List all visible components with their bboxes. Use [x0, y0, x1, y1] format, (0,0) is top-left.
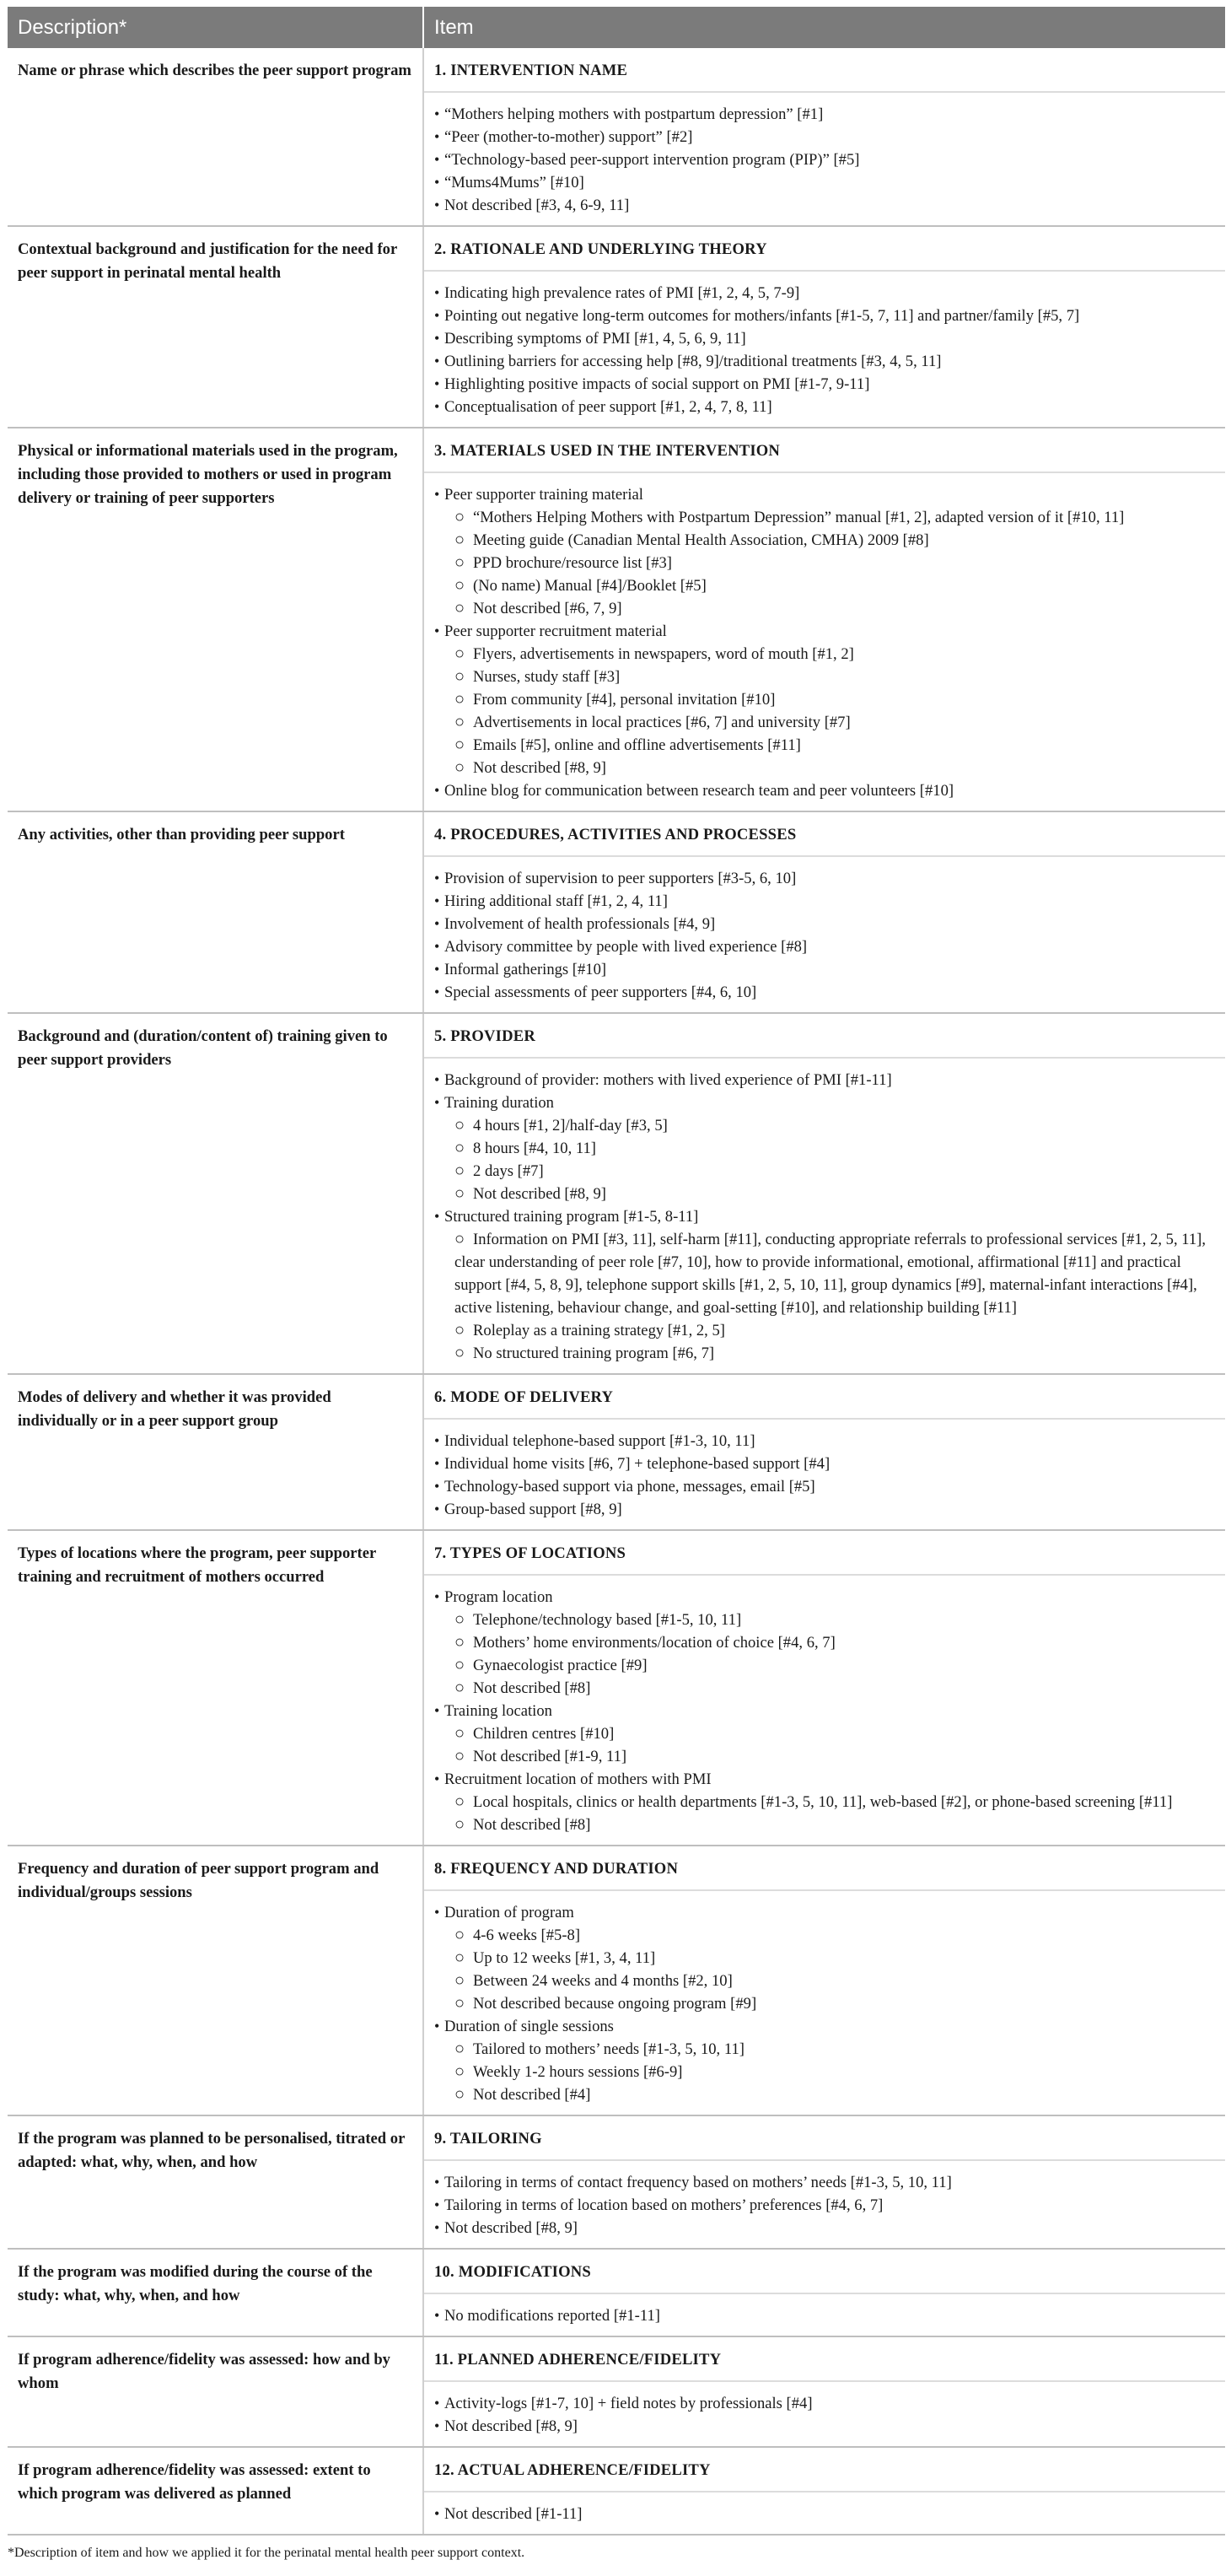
list-item-text: Not described [#3, 4, 6-9, 11]: [444, 197, 630, 214]
sub-list-item: [434, 688, 1215, 711]
row-item-cell: [423, 2249, 1225, 2336]
list-item: [434, 350, 1215, 373]
list-item: [434, 867, 1215, 890]
sub-list-item: [434, 1970, 1215, 1992]
list-item-text: 8 hours [#4, 10, 11]: [473, 1140, 596, 1157]
list-item-text: Between 24 weeks and 4 months [#2, 10]: [473, 1972, 733, 1990]
row-description: If program adherence/fidelity was assessed: extent to which program was delivered as planned: [8, 2447, 423, 2535]
list-item: [434, 2171, 1215, 2194]
bullet-icon: •: [434, 2417, 440, 2434]
circle-bullet-icon: ○: [454, 1747, 465, 1765]
sub-list-item: [434, 552, 1215, 574]
circle-bullet-icon: ○: [454, 599, 465, 617]
list-item: [434, 327, 1215, 350]
circle-bullet-icon: ○: [454, 1656, 465, 1674]
circle-bullet-icon: ○: [454, 1724, 465, 1743]
sub-list-item: [434, 2083, 1215, 2106]
sub-list-item: [434, 1947, 1215, 1970]
list-item-text: No structured training program [#6, 7]: [473, 1345, 715, 1362]
bullet-icon: •: [434, 2505, 440, 2522]
list-item-text: Provision of supervision to peer supporters [#3-5, 6, 10]: [444, 870, 797, 887]
bullet-icon: •: [434, 1702, 440, 1719]
list-item-text: Tailored to mothers’ needs [#1-3, 5, 10, 11]: [473, 2040, 745, 2058]
sub-list-item: [434, 1677, 1215, 1700]
list-item-text: Flyers, advertisements in newspapers, word of mouth [#1, 2]: [473, 645, 854, 663]
bullet-icon: •: [434, 398, 440, 415]
list-item-text: Meeting guide (Canadian Mental Health Association, CMHA) 2009 [#8]: [473, 531, 929, 549]
row-item-cell: [423, 2336, 1225, 2447]
circle-bullet-icon: ○: [454, 508, 465, 526]
circle-bullet-icon: ○: [454, 2085, 465, 2104]
list-item: [434, 1700, 1215, 1722]
circle-bullet-icon: ○: [454, 758, 465, 777]
bullet-icon: •: [434, 870, 440, 887]
item-list: [424, 1891, 1225, 2115]
sub-list-item: [434, 1813, 1215, 1836]
sub-list-item: [434, 1791, 1215, 1813]
bullet-icon: •: [434, 486, 440, 503]
item-list: [424, 2382, 1225, 2446]
list-item-text: Advisory committee by people with lived experience [#8]: [444, 938, 808, 956]
list-item-text: Information on PMI [#3, 11], self-harm [#11], conducting appropriate referrals to professional services [#1, 2, 5, 11], clear understanding of peer role [#7, 10], how to provide informational, emotional, affirmational [#11] and practical support [#4, 5, 8, 9], telephone support skills [#1, 2, 5, 10, 11], group dynamics [#9], maternal-infant interactions [#4], active listening, behaviour change, and goal-setting [#10], and relationship building [#11]: [454, 1231, 1207, 1317]
bullet-icon: •: [434, 938, 440, 955]
circle-bullet-icon: ○: [454, 2040, 465, 2058]
bullet-icon: •: [434, 2395, 440, 2412]
bullet-icon: •: [434, 1094, 440, 1111]
bullet-icon: •: [434, 1478, 440, 1495]
sub-list-item: [434, 1609, 1215, 1631]
table-row: [8, 428, 1225, 811]
list-item-text: Peer supporter training material: [444, 486, 643, 504]
bullet-icon: •: [434, 2196, 440, 2213]
sub-list-item: [434, 597, 1215, 620]
bullet-icon: •: [434, 1904, 440, 1921]
list-item-text: Online blog for communication between research team and peer volunteers [#10]: [444, 782, 954, 800]
list-item: [434, 304, 1215, 327]
circle-bullet-icon: ○: [454, 1633, 465, 1652]
row-description: Types of locations where the program, peer supporter training and recruitment of mothers occurred: [8, 1530, 423, 1846]
list-item-text: Nurses, study staff [#3]: [473, 668, 621, 686]
table-row: [8, 226, 1225, 428]
circle-bullet-icon: ○: [454, 644, 465, 663]
bullet-icon: •: [434, 197, 440, 213]
list-item-text: Not described because ongoing program [#9]: [473, 1995, 757, 2013]
circle-bullet-icon: ○: [454, 1948, 465, 1967]
bullet-icon: •: [434, 961, 440, 978]
list-item: [434, 1069, 1215, 1091]
list-item: [434, 2415, 1215, 2438]
item-list: [424, 1059, 1225, 1373]
bullet-icon: •: [434, 174, 440, 191]
list-item-text: Training location: [444, 1702, 552, 1720]
list-item: [434, 194, 1215, 217]
circle-bullet-icon: ○: [454, 1679, 465, 1697]
circle-bullet-icon: ○: [454, 2062, 465, 2081]
circle-bullet-icon: ○: [454, 1230, 465, 1248]
row-description: Name or phrase which describes the peer support program: [8, 48, 423, 226]
row-description: Physical or informational materials used in the program, including those provided to mothers or used in program delivery or training of peer supporters: [8, 428, 423, 811]
item-list: [424, 2161, 1225, 2248]
list-item-text: Individual telephone-based support [#1-3, 10, 11]: [444, 1432, 755, 1450]
bullet-icon: •: [434, 2174, 440, 2191]
list-item: [434, 1205, 1215, 1228]
item-title: 7. TYPES OF LOCATIONS: [424, 1531, 1225, 1576]
bullet-icon: •: [434, 1770, 440, 1787]
sub-list-item: [434, 1654, 1215, 1677]
item-title: 11. PLANNED ADHERENCE/FIDELITY: [424, 2337, 1225, 2382]
sub-list-item: [434, 1228, 1215, 1319]
sub-list-item: [434, 529, 1215, 552]
list-item-text: Highlighting positive impacts of social support on PMI [#1-7, 9-11]: [444, 375, 870, 393]
row-item-cell: [423, 2447, 1225, 2535]
list-item: [434, 2217, 1215, 2239]
list-item: [434, 2304, 1215, 2327]
circle-bullet-icon: ○: [454, 1971, 465, 1990]
list-item: [434, 890, 1215, 913]
circle-bullet-icon: ○: [454, 1184, 465, 1203]
sub-list-item: [434, 1342, 1215, 1365]
list-item-text: 2 days [#7]: [473, 1162, 544, 1180]
list-item-text: Indicating high prevalence rates of PMI [#1, 2, 4, 5, 7-9]: [444, 284, 800, 302]
sub-list-item: [434, 711, 1215, 734]
list-item-text: Tailoring in terms of location based on mothers’ preferences [#4, 6, 7]: [444, 2196, 884, 2214]
item-list: [424, 1576, 1225, 1845]
circle-bullet-icon: ○: [454, 1344, 465, 1362]
sub-list-item: [434, 1183, 1215, 1205]
list-item-text: Gynaecologist practice [#9]: [473, 1657, 648, 1674]
bullet-icon: •: [434, 375, 440, 392]
item-list: [424, 2294, 1225, 2336]
list-item: [434, 1475, 1215, 1498]
circle-bullet-icon: ○: [454, 553, 465, 572]
list-item: [434, 1901, 1215, 1924]
sub-list-item: [434, 734, 1215, 757]
circle-bullet-icon: ○: [454, 667, 465, 686]
list-item-text: “Mums4Mums” [#10]: [444, 174, 584, 191]
list-item: [434, 148, 1215, 171]
row-item-cell: [423, 428, 1225, 811]
row-item-cell: [423, 2115, 1225, 2249]
bullet-icon: •: [434, 151, 440, 168]
list-item-text: Advertisements in local practices [#6, 7] and university [#7]: [473, 714, 851, 731]
list-item-text: Pointing out negative long-term outcomes for mothers/infants [#1-5, 7, 11] and partner/family [#5, 7]: [444, 307, 1080, 325]
sub-list-item: [434, 574, 1215, 597]
sub-list-item: [434, 666, 1215, 688]
list-item-text: From community [#4], personal invitation [#10]: [473, 691, 776, 709]
row-description: Any activities, other than providing peer support: [8, 811, 423, 1013]
row-description: Frequency and duration of peer support program and individual/groups sessions: [8, 1846, 423, 2115]
sub-list-item: [434, 2061, 1215, 2083]
list-item-text: Peer supporter recruitment material: [444, 622, 667, 640]
bullet-icon: •: [434, 984, 440, 1000]
bullet-icon: •: [434, 1501, 440, 1517]
list-item-text: Special assessments of peer supporters [#4, 6, 10]: [444, 984, 757, 1001]
list-item-text: Activity-logs [#1-7, 10] + field notes by professionals [#4]: [444, 2395, 813, 2412]
row-description: If the program was modified during the course of the study: what, why, when, and how: [8, 2249, 423, 2336]
item-list: [424, 272, 1225, 427]
list-item-text: Weekly 1-2 hours sessions [#6-9]: [473, 2063, 683, 2081]
item-title: 12. ACTUAL ADHERENCE/FIDELITY: [424, 2448, 1225, 2492]
list-item: [434, 373, 1215, 396]
item-list: [424, 93, 1225, 225]
sub-list-item: [434, 643, 1215, 666]
bullet-icon: •: [434, 1432, 440, 1449]
list-item: [434, 779, 1215, 802]
list-item: [434, 620, 1215, 643]
list-item: [434, 396, 1215, 418]
list-item-text: Involvement of health professionals [#4, 9]: [444, 915, 716, 933]
list-item: [434, 981, 1215, 1004]
bullet-icon: •: [434, 915, 440, 932]
circle-bullet-icon: ○: [454, 576, 465, 595]
list-item-text: “Technology-based peer-support intervention program (PIP)” [#5]: [444, 151, 860, 169]
row-description: If the program was planned to be personalised, titrated or adapted: what, why, when, and how: [8, 2115, 423, 2249]
bullet-icon: •: [434, 284, 440, 301]
list-item: [434, 483, 1215, 506]
list-item-text: Children centres [#10]: [473, 1725, 615, 1743]
sub-list-item: [434, 1992, 1215, 2015]
item-list: [424, 857, 1225, 1012]
row-description: Background and (duration/content of) training given to peer support providers: [8, 1013, 423, 1374]
list-item-text: Outlining barriers for accessing help [#8, 9]/traditional treatments [#3, 4, 5, 11]: [444, 353, 942, 370]
table-header: [8, 7, 1225, 48]
list-item-text: Local hospitals, clinics or health departments [#1-3, 5, 10, 11], web-based [#2], or phone-based screening [#11]: [473, 1793, 1173, 1811]
table-row: [8, 1013, 1225, 1374]
list-item: [434, 2503, 1215, 2525]
item-title: 2. RATIONALE AND UNDERLYING THEORY: [424, 227, 1225, 272]
list-item-text: 4 hours [#1, 2]/half-day [#3, 5]: [473, 1117, 668, 1134]
list-item: [434, 2194, 1215, 2217]
list-item-text: Not described [#6, 7, 9]: [473, 600, 622, 617]
row-item-cell: [423, 1374, 1225, 1530]
list-item: [434, 935, 1215, 958]
list-item: [434, 1768, 1215, 1791]
list-item-text: “Mothers helping mothers with postpartum depression” [#1]: [444, 105, 824, 123]
bullet-icon: •: [434, 128, 440, 145]
list-item-text: Mothers’ home environments/location of choice [#4, 6, 7]: [473, 1634, 836, 1652]
item-title: 3. MATERIALS USED IN THE INTERVENTION: [424, 428, 1225, 473]
item-list: [424, 2492, 1225, 2534]
header-row: [8, 7, 1225, 48]
circle-bullet-icon: ○: [454, 1139, 465, 1157]
circle-bullet-icon: ○: [454, 1161, 465, 1180]
table-row: [8, 1530, 1225, 1846]
circle-bullet-icon: ○: [454, 690, 465, 709]
list-item-text: Tailoring in terms of contact frequency based on mothers’ needs [#1-3, 5, 10, 11]: [444, 2174, 952, 2191]
list-item: [434, 126, 1215, 148]
list-item: [434, 2015, 1215, 2038]
tidier-table: [8, 7, 1225, 2536]
bullet-icon: •: [434, 307, 440, 324]
item-title: 6. MODE OF DELIVERY: [424, 1375, 1225, 1420]
circle-bullet-icon: ○: [454, 1610, 465, 1629]
list-item: [434, 1091, 1215, 1114]
row-item-cell: [423, 811, 1225, 1013]
item-title: 9. TAILORING: [424, 2116, 1225, 2161]
row-description: Contextual background and justification for the need for peer support in perinatal mental health: [8, 226, 423, 428]
sub-list-item: [434, 1160, 1215, 1183]
list-item-text: 4-6 weeks [#5-8]: [473, 1927, 581, 1944]
list-item-text: Describing symptoms of PMI [#1, 4, 5, 6, 9, 11]: [444, 330, 746, 348]
item-title: 10. MODIFICATIONS: [424, 2250, 1225, 2294]
bullet-icon: •: [434, 622, 440, 639]
bullet-icon: •: [434, 1208, 440, 1225]
list-item-text: Not described [#4]: [473, 2086, 591, 2104]
list-item: [434, 1586, 1215, 1609]
bullet-icon: •: [434, 353, 440, 369]
list-item-text: Telephone/technology based [#1-5, 10, 11]: [473, 1611, 742, 1629]
list-item-text: Hiring additional staff [#1, 2, 4, 11]: [444, 892, 668, 910]
footnote: *Description of item and how we applied it for the perinatal mental health peer support context.: [8, 2546, 525, 2560]
circle-bullet-icon: ○: [454, 1994, 465, 2013]
list-item-text: Roleplay as a training strategy [#1, 2, 5]: [473, 1322, 725, 1339]
list-item: [434, 1498, 1215, 1521]
list-item-text: Background of provider: mothers with lived experience of PMI [#1-11]: [444, 1071, 892, 1089]
sub-list-item: [434, 757, 1215, 779]
sub-list-item: [434, 1745, 1215, 1768]
list-item-text: Structured training program [#1-5, 8-11]: [444, 1208, 699, 1226]
list-item-text: No modifications reported [#1-11]: [444, 2307, 660, 2325]
bullet-icon: •: [434, 1455, 440, 1472]
bullet-icon: •: [434, 2018, 440, 2034]
circle-bullet-icon: ○: [454, 1116, 465, 1134]
table-row: [8, 2249, 1225, 2336]
list-item-text: Conceptualisation of peer support [#1, 2, 4, 7, 8, 11]: [444, 398, 772, 416]
list-item-text: Emails [#5], online and offline advertisements [#11]: [473, 736, 801, 754]
list-item-text: “Mothers Helping Mothers with Postpartum Depression” manual [#1, 2], adapted version of it [#10, 11]: [473, 509, 1125, 526]
sub-list-item: [434, 1319, 1215, 1342]
list-item-text: Technology-based support via phone, messages, email [#5]: [444, 1478, 815, 1495]
list-item-text: Recruitment location of mothers with PMI: [444, 1770, 712, 1788]
list-item-text: Not described [#8, 9]: [444, 2219, 578, 2237]
table-row: [8, 1374, 1225, 1530]
row-description: If program adherence/fidelity was assessed: how and by whom: [8, 2336, 423, 2447]
header-item: Item: [423, 7, 1225, 48]
sub-list-item: [434, 1722, 1215, 1745]
list-item-text: Duration of program: [444, 1904, 574, 1921]
list-item: [434, 1430, 1215, 1452]
list-item: [434, 913, 1215, 935]
list-item-text: Training duration: [444, 1094, 554, 1112]
row-item-cell: [423, 1530, 1225, 1846]
sub-list-item: [434, 1137, 1215, 1160]
table-row: [8, 1846, 1225, 2115]
bullet-icon: •: [434, 1071, 440, 1088]
item-list: [424, 473, 1225, 811]
row-item-cell: [423, 1013, 1225, 1374]
list-item-text: (No name) Manual [#4]/Booklet [#5]: [473, 577, 707, 595]
list-item: [434, 103, 1215, 126]
bullet-icon: •: [434, 892, 440, 909]
table-row: [8, 811, 1225, 1013]
table-row: [8, 2336, 1225, 2447]
circle-bullet-icon: ○: [454, 1815, 465, 1834]
list-item: [434, 958, 1215, 981]
list-item-text: Not described [#8, 9]: [473, 759, 607, 777]
row-item-cell: [423, 48, 1225, 226]
circle-bullet-icon: ○: [454, 1792, 465, 1811]
list-item: [434, 171, 1215, 194]
list-item-text: Not described [#1-11]: [444, 2505, 583, 2523]
item-list: [424, 1420, 1225, 1529]
item-title: 1. INTERVENTION NAME: [424, 48, 1225, 93]
circle-bullet-icon: ○: [454, 1926, 465, 1944]
header-description: Description*: [8, 7, 423, 48]
list-item: [434, 282, 1215, 304]
list-item-text: PPD brochure/resource list [#3]: [473, 554, 672, 572]
bullet-icon: •: [434, 330, 440, 347]
row-item-cell: [423, 226, 1225, 428]
table-row: [8, 48, 1225, 226]
list-item-text: Not described [#8]: [473, 1816, 591, 1834]
list-item-text: Up to 12 weeks [#1, 3, 4, 11]: [473, 1949, 656, 1967]
bullet-icon: •: [434, 2219, 440, 2236]
bullet-icon: •: [434, 1588, 440, 1605]
row-item-cell: [423, 1846, 1225, 2115]
table-row: [8, 2115, 1225, 2249]
circle-bullet-icon: ○: [454, 713, 465, 731]
table-body: [8, 48, 1225, 2535]
list-item-text: Not described [#1-9, 11]: [473, 1748, 627, 1765]
sub-list-item: [434, 1114, 1215, 1137]
item-title: 5. PROVIDER: [424, 1014, 1225, 1059]
list-item-text: Not described [#8, 9]: [444, 2417, 578, 2435]
item-title: 8. FREQUENCY AND DURATION: [424, 1846, 1225, 1891]
row-description: Modes of delivery and whether it was provided individually or in a peer support group: [8, 1374, 423, 1530]
list-item-text: Duration of single sessions: [444, 2018, 614, 2035]
list-item: [434, 1452, 1215, 1475]
item-title: 4. PROCEDURES, ACTIVITIES AND PROCESSES: [424, 812, 1225, 857]
list-item: [434, 2392, 1215, 2415]
list-item-text: Program location: [444, 1588, 553, 1606]
circle-bullet-icon: ○: [454, 1321, 465, 1339]
list-item-text: “Peer (mother-to-mother) support” [#2]: [444, 128, 693, 146]
list-item-text: Individual home visits [#6, 7] + telephone-based support [#4]: [444, 1455, 831, 1473]
list-item-text: Informal gatherings [#10]: [444, 961, 607, 978]
list-item-text: Not described [#8, 9]: [473, 1185, 607, 1203]
bullet-icon: •: [434, 2307, 440, 2324]
sub-list-item: [434, 1631, 1215, 1654]
circle-bullet-icon: ○: [454, 531, 465, 549]
bullet-icon: •: [434, 782, 440, 799]
bullet-icon: •: [434, 105, 440, 122]
list-item-text: Not described [#8]: [473, 1679, 591, 1697]
table-row: [8, 2447, 1225, 2535]
sub-list-item: [434, 506, 1215, 529]
sub-list-item: [434, 2038, 1215, 2061]
sub-list-item: [434, 1924, 1215, 1947]
list-item-text: Group-based support [#8, 9]: [444, 1501, 622, 1518]
circle-bullet-icon: ○: [454, 736, 465, 754]
